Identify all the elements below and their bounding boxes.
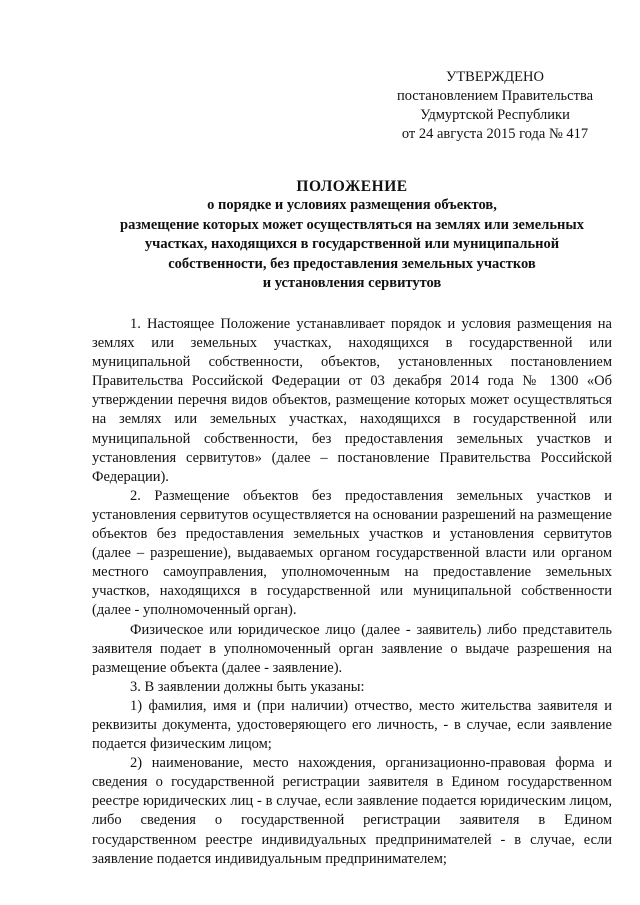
paragraph-item-2: 2) наименование, место нахождения, организационно-правовая форма и сведения о государственной регистрации заявителя в Едином государственном реестре юридических лиц - в случае, если заявление подается юридическим лицом, либо сведения о государственной регистрации заявителя в Едином государственном реестре индивидуальных предпринимателей - в случае, если заявление подается индивидуальным предпринимателем; xyxy=(92,755,612,867)
title-line: собственности, без предоставления земельных участков xyxy=(168,255,536,272)
paragraph-clause-3: 3. В заявлении должны быть указаны: xyxy=(130,678,365,695)
approval-date-number: от 24 августа 2015 года № 417 xyxy=(401,126,589,142)
title-line: участках, находящихся в государственной или муниципальной xyxy=(144,236,560,253)
approval-heading: УТВЕРЖДЕНО xyxy=(446,69,544,85)
title-heading: ПОЛОЖЕНИЕ xyxy=(296,178,408,195)
document-title xyxy=(92,177,612,293)
paragraph-clause-2: 2. Размещение объектов без предоставления земельных участков и установления сервитутов осуществляется на основании разрешений на размещение объектов без предоставления земельных участков и установления сервитутов (далее – разрешение), выдаваемых органом государственной власти или органом местного самоуправления, уполномоченным на предоставление земельных участков, находящихся в государственной или муниципальной собственности (далее - уполномоченный орган). xyxy=(92,487,612,619)
approval-authority: постановлением Правительства xyxy=(396,88,594,104)
paragraph-item-1: 1) фамилия, имя и (при наличии) отчество, место жительства заявителя и реквизиты документа, удостоверяющего его личность, - в случае, если заявление подается физическим лицом; xyxy=(92,697,612,753)
approval-stamp xyxy=(370,68,620,144)
approval-region: Удмуртской Республики xyxy=(420,107,570,123)
paragraph-applicant: Физическое или юридическое лицо (далее - заявитель) либо представитель заявителя подает в уполномоченный орган заявление о выдаче разрешения на размещение объекта (далее - заявление). xyxy=(92,621,612,676)
title-line: размещение которых может осуществляться на землях или земельных xyxy=(120,216,584,233)
paragraph-clause-1: 1. Настоящее Положение устанавливает порядок и условия размещения на землях или земельных участках, находящихся в государственной или муниципальной собственности, объектов, установленных постановлением Правительства Российской Федерации от 03 декабря 2014 года № 1300 «Об утверждении перечня видов объектов, размещение которых может осуществляться на землях или земельных участках, находящихся в государственной или муниципальной собственности, без предоставления земельных участков и установления сервитутов» (далее – постановление Правительства Российской Федерации). xyxy=(92,316,612,485)
document-body xyxy=(92,315,612,869)
title-line: о порядке и условиях размещения объектов, xyxy=(207,197,497,214)
title-line: и установления сервитутов xyxy=(262,275,442,292)
